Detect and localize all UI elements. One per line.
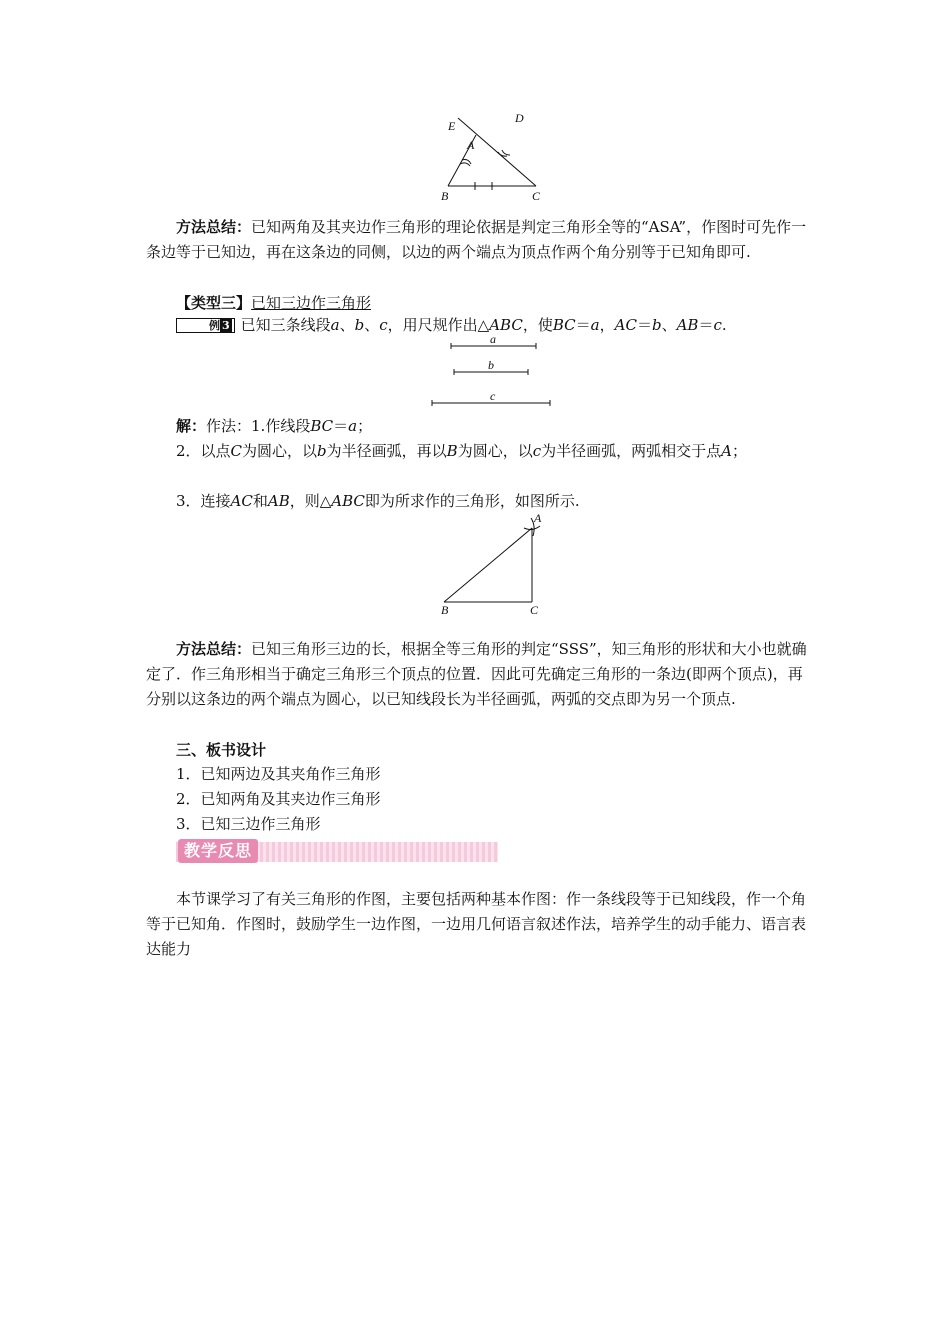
type3-label: 【类型三】 bbox=[176, 294, 252, 312]
method-summary-text: 已知两角及其夹边作三角形的理论依据是判定三角形全等的“ASA”，作图时可先作一条边等于已知边，再在这条边的同侧，以边的两个端点为顶点作两个角分别等于已知角即可. bbox=[146, 218, 807, 261]
method-summary-1 bbox=[146, 215, 810, 265]
solution-step1: 解：作法：1.作线段BC＝a； bbox=[176, 417, 373, 435]
reflection-banner-title: 教学反思 bbox=[178, 839, 258, 863]
side-ab bbox=[444, 528, 532, 602]
segment-c-label: c bbox=[490, 389, 496, 403]
method-summary-2 bbox=[146, 637, 810, 712]
arc-mark bbox=[502, 150, 510, 155]
example-badge: 例 3 bbox=[176, 318, 235, 333]
label-a: A bbox=[534, 511, 542, 525]
method-summary-label: 方法总结： bbox=[176, 218, 252, 236]
solution-step2: 2．以点C为圆心，以b为半径画弧，再以B为圆心，以c为半径画弧，两弧相交于点A； bbox=[176, 442, 747, 460]
label-b: B bbox=[441, 189, 449, 203]
example3: 例 3 已知三条线段a、b、c，用尺规作出△ABC，使BC＝a，AC＝b、AB＝c. bbox=[146, 313, 810, 338]
label-a: A bbox=[467, 138, 475, 152]
segment-b-label: b bbox=[488, 358, 494, 372]
arc-mark bbox=[524, 526, 540, 530]
given-segments bbox=[430, 334, 554, 408]
method-summary-label: 方法总结： bbox=[176, 640, 252, 658]
segment-a-label: a bbox=[490, 334, 496, 346]
board-design-item: 2．已知两角及其夹边作三角形 bbox=[176, 790, 381, 808]
solution-step3: 3．连接AC和AB，则△ABC即为所求作的三角形，如图所示. bbox=[176, 492, 580, 510]
segment-b bbox=[454, 358, 528, 375]
label-d: D bbox=[515, 112, 524, 125]
figure-asa-triangle bbox=[438, 112, 558, 204]
board-design-item: 1．已知两边及其夹角作三角形 bbox=[176, 765, 381, 783]
label-b: B bbox=[441, 603, 449, 617]
arc-mark bbox=[460, 163, 470, 166]
segment-c bbox=[432, 389, 550, 406]
label-c: C bbox=[532, 189, 541, 203]
reflection-text: 本节课学习了有关三角形的作图，主要包括两种基本作图：作一条线段等于已知线段，作一个角等于已知角．作图时，鼓励学生一边作图，一边用几何语言叙述作法，培养学生的动手能力、语言表达能力 bbox=[146, 890, 807, 958]
type3-title: 已知三边作三角形 bbox=[251, 294, 372, 312]
board-design-item: 3．已知三边作三角形 bbox=[176, 815, 321, 833]
line-cd bbox=[458, 118, 536, 186]
reflection-banner bbox=[176, 842, 498, 862]
figure-sss-triangle bbox=[436, 508, 550, 618]
method-summary-text: 已知三角形三边的长，根据全等三角形的判定“SSS”，知三角形的形状和大小也就确定了．作三角形相当于确定三角形三个顶点的位置．因此可先确定三角形的一条边(即两个顶点)，再分别以这条边的两个端点为圆心，以已知线段长为半径画弧，两弧的交点即为另一个顶点. bbox=[146, 640, 807, 708]
label-c: C bbox=[530, 603, 539, 617]
label-e: E bbox=[448, 119, 456, 133]
board-design-heading: 三、板书设计 bbox=[176, 741, 267, 759]
segment-a bbox=[451, 334, 536, 349]
